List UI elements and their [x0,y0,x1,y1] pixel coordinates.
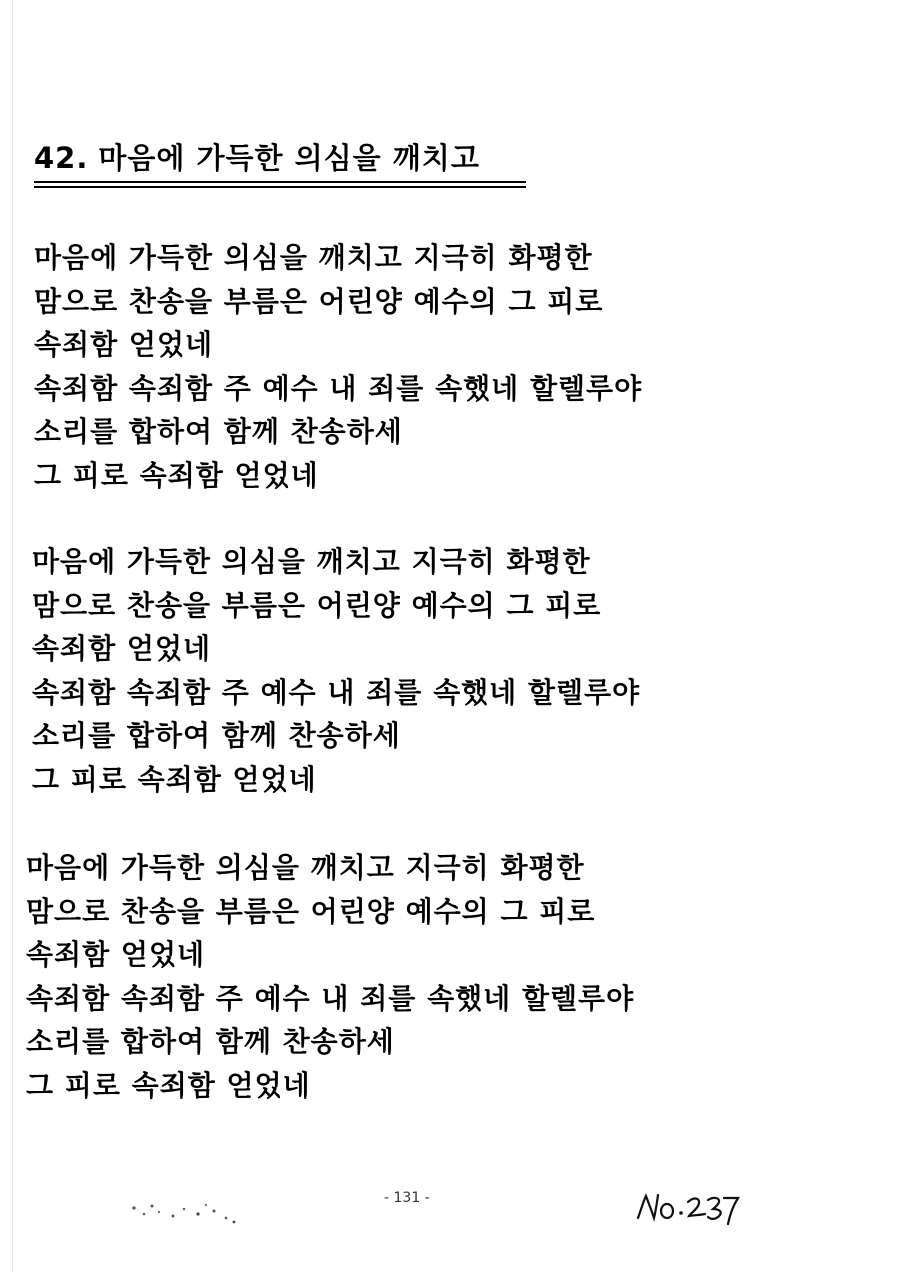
lyric-line: 그 피로 속죄함 얻었네 [34,458,319,492]
song-number: 42. [34,141,89,175]
lyric-line: 속죄함 속죄함 주 예수 내 죄를 속했네 할렐루야 [32,675,641,709]
verse-1 [34,236,642,497]
lyric-line: 소리를 합하여 함께 찬송하세 [34,415,403,448]
lyric-line: 그 피로 속죄함 얻었네 [32,762,317,796]
lyric-line: 속죄함 얻었네 [26,938,206,971]
lyric-line: 맘으로 찬송을 부름은 어린양 예수의 그 피로 [26,894,596,928]
lyric-line: 소리를 합하여 함께 찬송하세 [26,1025,395,1058]
lyric-line: 마음에 가득한 의심을 깨치고 지극히 화평한 [34,241,593,274]
lyric-line: 그 피로 속죄함 얻었네 [26,1068,311,1102]
lyric-line: 속죄함 속죄함 주 예수 내 죄를 속했네 할렐루야 [26,981,635,1015]
lyric-line: 속죄함 속죄함 주 예수 내 죄를 속했네 할렐루야 [34,371,643,405]
lyric-line: 마음에 가득한 의심을 깨치고 지극히 화평한 [26,851,585,884]
scan-edge [12,0,13,1272]
lyric-line: 속죄함 얻었네 [34,328,214,361]
title-double-underline [34,186,526,188]
handwritten-note [632,1186,742,1230]
verse-3 [26,846,634,1107]
lyric-line: 속죄함 얻었네 [32,632,212,665]
song-title-text: 마음에 가득한 의심을 깨치고 [98,141,480,175]
page-number: - 131 - [384,1190,430,1206]
song-title [34,138,526,178]
scan-speckles [128,1196,248,1226]
song-title-block [34,138,526,188]
verse-2 [32,540,640,801]
lyric-line: 맘으로 찬송을 부름은 어린양 예수의 그 피로 [32,588,602,622]
title-underline [34,181,526,183]
lyric-line: 맘으로 찬송을 부름은 어린양 예수의 그 피로 [34,284,604,318]
lyric-line: 소리를 합하여 함께 찬송하세 [32,719,401,752]
lyric-line: 마음에 가득한 의심을 깨치고 지극히 화평한 [32,545,591,578]
